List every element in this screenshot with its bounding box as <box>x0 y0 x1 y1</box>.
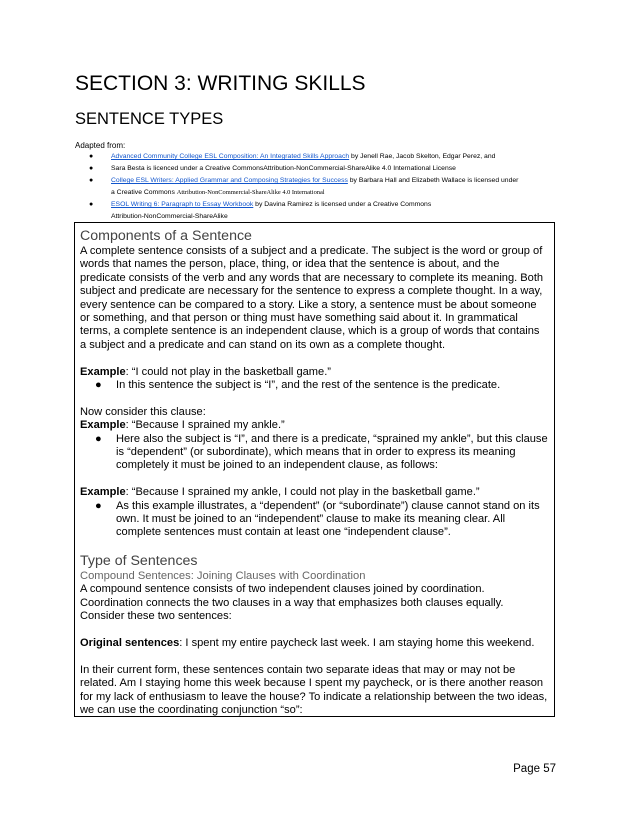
source-item <box>75 151 565 163</box>
example-2 <box>80 419 548 432</box>
bullet-icon: ● <box>95 379 102 392</box>
example-label: Example <box>80 365 126 378</box>
example-1 <box>80 366 548 379</box>
bullet-text: As this example illustrates, a “dependent” (or “subordinate”) clause cannot stand on its own. It must be joined to an “independent” clause to make its meaning clear. All complete sentences must contain at least one “independent clause”. <box>116 499 540 539</box>
source-text-continued: Attribution-NonCommercial-ShareAlike <box>111 213 228 220</box>
bullet-icon: ● <box>95 432 102 445</box>
example-3-bullet <box>80 500 548 540</box>
example-2-bullet <box>80 433 548 473</box>
compound-paragraph: A compound sentence consists of two independent clauses joined by coordination. Coordination connects the two clauses in a way that emphasizes both clauses equally. Consider these two sentences: <box>80 583 504 623</box>
source-text: by Barbara Hall and Elizabeth Wallace is licensed under <box>347 177 519 184</box>
section-title: SECTION 3: WRITING SKILLS <box>75 72 366 95</box>
example-1-bullet <box>80 379 548 392</box>
source-link[interactable]: Advanced Community College ESL Composition: An Integrated Skills Approach <box>111 153 350 160</box>
source-text: Attribution-NonCommercial-ShareAlike 4.0 International <box>176 189 325 196</box>
source-text: by Davina Ramirez is licensed under a Creative Commons <box>253 201 432 208</box>
source-list <box>75 151 565 223</box>
source-item <box>75 175 565 199</box>
source-text-continued <box>111 187 565 199</box>
components-heading: Components of a Sentence <box>80 228 252 244</box>
bullet-icon: ● <box>89 165 94 172</box>
example-label: Example <box>80 486 126 499</box>
example-text: : “Because I sprained my ankle, I could not play in the basketball game.” <box>125 486 480 499</box>
final-paragraph: In their current form, these sentences contain two separate ideas that may or may not be related. Am I staying home this week because I spent my paycheck, or is there another reason for my lack of enthusiasm to leave the house? To indicate a relationship between the two ideas, we can use the coordinating conjunction “so”: <box>80 663 548 716</box>
bullet-icon: ● <box>95 499 102 512</box>
bullet-icon: ● <box>89 177 94 184</box>
original-label: Original sentences <box>80 636 180 649</box>
bullet-icon: ● <box>89 153 94 160</box>
original-sentences <box>80 637 548 650</box>
example-3 <box>80 486 548 499</box>
source-item <box>75 163 565 175</box>
compound-heading: Compound Sentences: Joining Clauses with Coordination <box>80 570 366 583</box>
example-text: : “Because I sprained my ankle.” <box>125 419 285 432</box>
original-text: : I spent my entire paycheck last week. I am staying home this weekend. <box>179 636 535 649</box>
bullet-icon: ● <box>89 201 94 208</box>
adapted-from-label: Adapted from: <box>75 141 126 150</box>
content-box <box>74 222 555 717</box>
bullet-text: Here also the subject is “I”, and there is a predicate, “sprained my ankle”, but this clause is “dependent” (or subordinate), which means that in order to express its meaning completely it must be joined to an independent clause, as follows: <box>116 432 548 472</box>
source-link[interactable]: ESOL Writing 6: Paragraph to Essay Workbook <box>111 201 254 208</box>
source-text: Sara Besta is licenced under a Creative CommonsAttribution-NonCommercial-ShareAlike 4.0 International License <box>111 165 456 172</box>
example-label: Example <box>80 419 126 432</box>
subsection-title: SENTENCE TYPES <box>75 110 224 128</box>
page-number: Page 57 <box>513 763 556 775</box>
source-link[interactable]: College ESL Writers: Applied Grammar and Composing Strategies for Success <box>111 177 348 184</box>
source-text: a Creative Commons <box>111 189 177 196</box>
source-text: by Jenell Rae, Jacob Skelton, Edgar Perez, and <box>349 153 496 160</box>
types-heading: Type of Sentences <box>80 553 198 570</box>
source-item <box>75 199 565 223</box>
bullet-text: In this sentence the subject is “I”, and the rest of the sentence is the predicate. <box>116 379 501 392</box>
example-text: : “I could not play in the basketball game.” <box>125 365 331 378</box>
consider-clause: Now consider this clause: <box>80 405 206 418</box>
components-paragraph: A complete sentence consists of a subject and a predicate. The subject is the word or group of words that names the person, place, thing, or idea that the sentence is about, and the predicate consists of the verb and any words that are necessary to complete its meaning. Both subject and predicate are necessary for the sentence to express a complete thought. In a way, every sentence can be compared to a story. Like a story, a sentence must be about someone or something, and that person or thing must have something said about it. In grammatical terms, a complete sentence is an independent clause, which is a group of words that contains a subject and a predicate and can stand on its own as a complete thought. <box>80 245 544 351</box>
